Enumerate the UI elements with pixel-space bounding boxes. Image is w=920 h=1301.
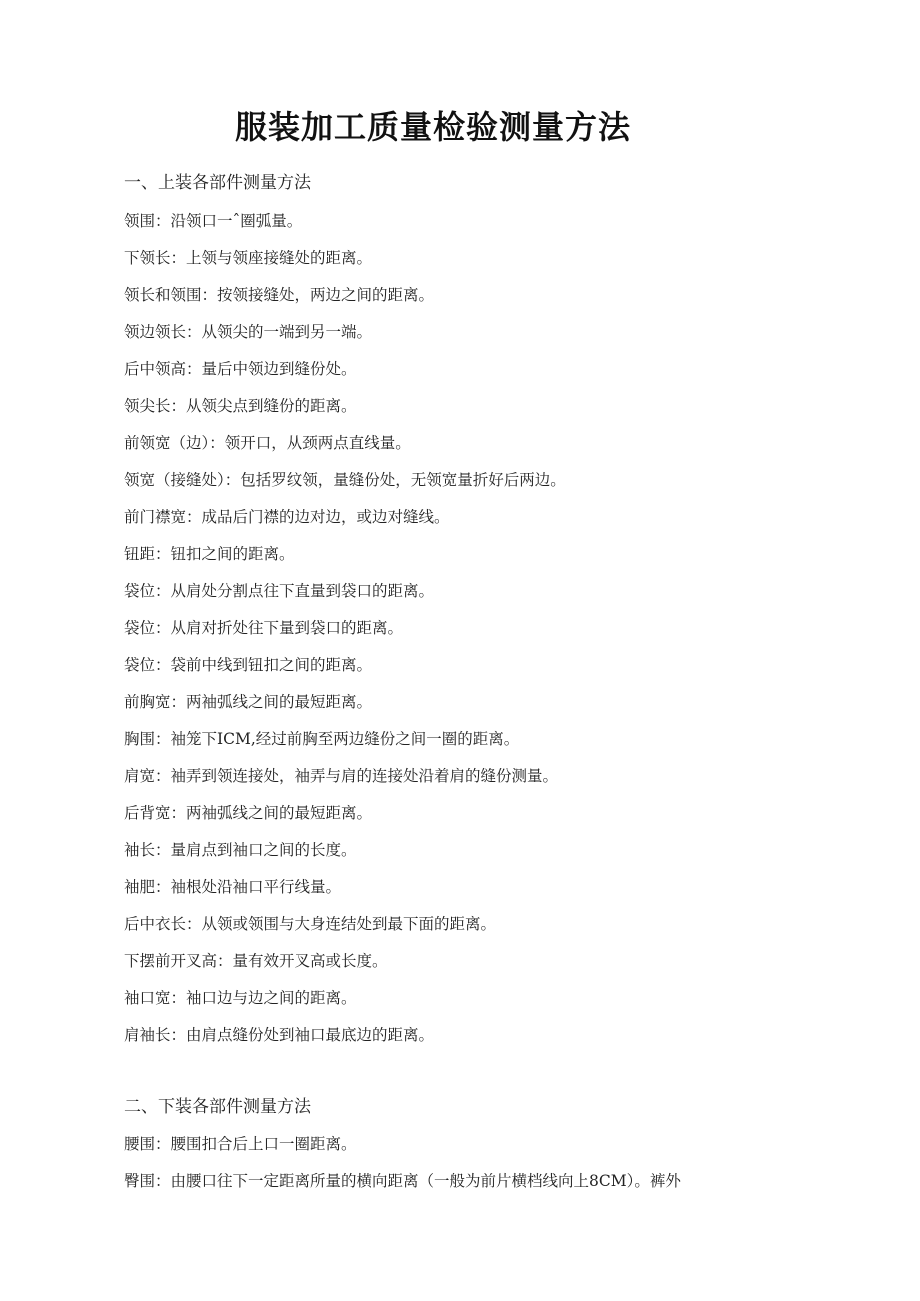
measurement-item: 袖长：量肩点到袖口之间的长度。 (124, 841, 357, 859)
measurement-item: 后中衣长：从领或领围与大身连结处到最下面的距离。 (124, 915, 497, 933)
measurement-item: 前门襟宽：成品后门襟的边对边，或边对缝线。 (124, 508, 450, 526)
measurement-item: 胸围：袖笼下ICM,经过前胸至两边缝份之间一圈的距离。 (124, 730, 520, 748)
measurement-item: 钮距：钮扣之间的距离。 (124, 545, 295, 563)
measurement-item: 臀围：由腰口往下一定距离所量的横向距离（一般为前片横档线向上8CM）。裤外 (124, 1172, 681, 1190)
measurement-item: 领宽（接缝处）：包括罗纹领，量缝份处，无领宽量折好后两边。 (124, 471, 566, 489)
measurement-item: 腰围：腰围扣合后上口一圈距离。 (124, 1135, 357, 1153)
page-title: 服装加工质量检验测量方法 (234, 108, 631, 147)
measurement-item: 袋位：袋前中线到钮扣之间的距离。 (124, 656, 373, 674)
measurement-item: 肩袖长：由肩点缝份处到袖口最底边的距离。 (124, 1026, 435, 1044)
measurement-item: 肩宽：袖弄到领连接处，袖弄与肩的连接处沿着肩的缝份测量。 (124, 767, 559, 785)
measurement-item: 后中领高：量后中领边到缝份处。 (124, 360, 357, 378)
measurement-item: 袖口宽：袖口边与边之间的距离。 (124, 989, 357, 1007)
measurement-item: 前领宽（边）：领开口，从颈两点直线量。 (124, 434, 411, 452)
measurement-item: 领长和领围：按领接缝处，两边之间的距离。 (124, 286, 435, 304)
section-heading-lower-garment: 二、下装各部件测量方法 (124, 1097, 311, 1117)
measurement-item: 后背宽：两袖弧线之间的最短距离。 (124, 804, 373, 822)
measurement-item: 袋位：从肩对折处往下量到袋口的距离。 (124, 619, 404, 637)
measurement-item: 领围：沿领口一ˆ圈弧量。 (124, 212, 303, 230)
measurement-item: 袋位：从肩处分割点往下直量到袋口的距离。 (124, 582, 435, 600)
section-heading-upper-garment: 一、上装各部件测量方法 (124, 173, 311, 193)
measurement-item: 下领长：上领与领座接缝处的距离。 (124, 249, 373, 267)
measurement-item: 领尖长：从领尖点到缝份的距离。 (124, 397, 357, 415)
measurement-item: 领边领长：从领尖的一端到另一端。 (124, 323, 373, 341)
measurement-item: 袖肥：袖根处沿袖口平行线量。 (124, 878, 342, 896)
measurement-item: 前胸宽：两袖弧线之间的最短距离。 (124, 693, 373, 711)
measurement-item: 下摆前开叉高：量有效开叉高或长度。 (124, 952, 388, 970)
